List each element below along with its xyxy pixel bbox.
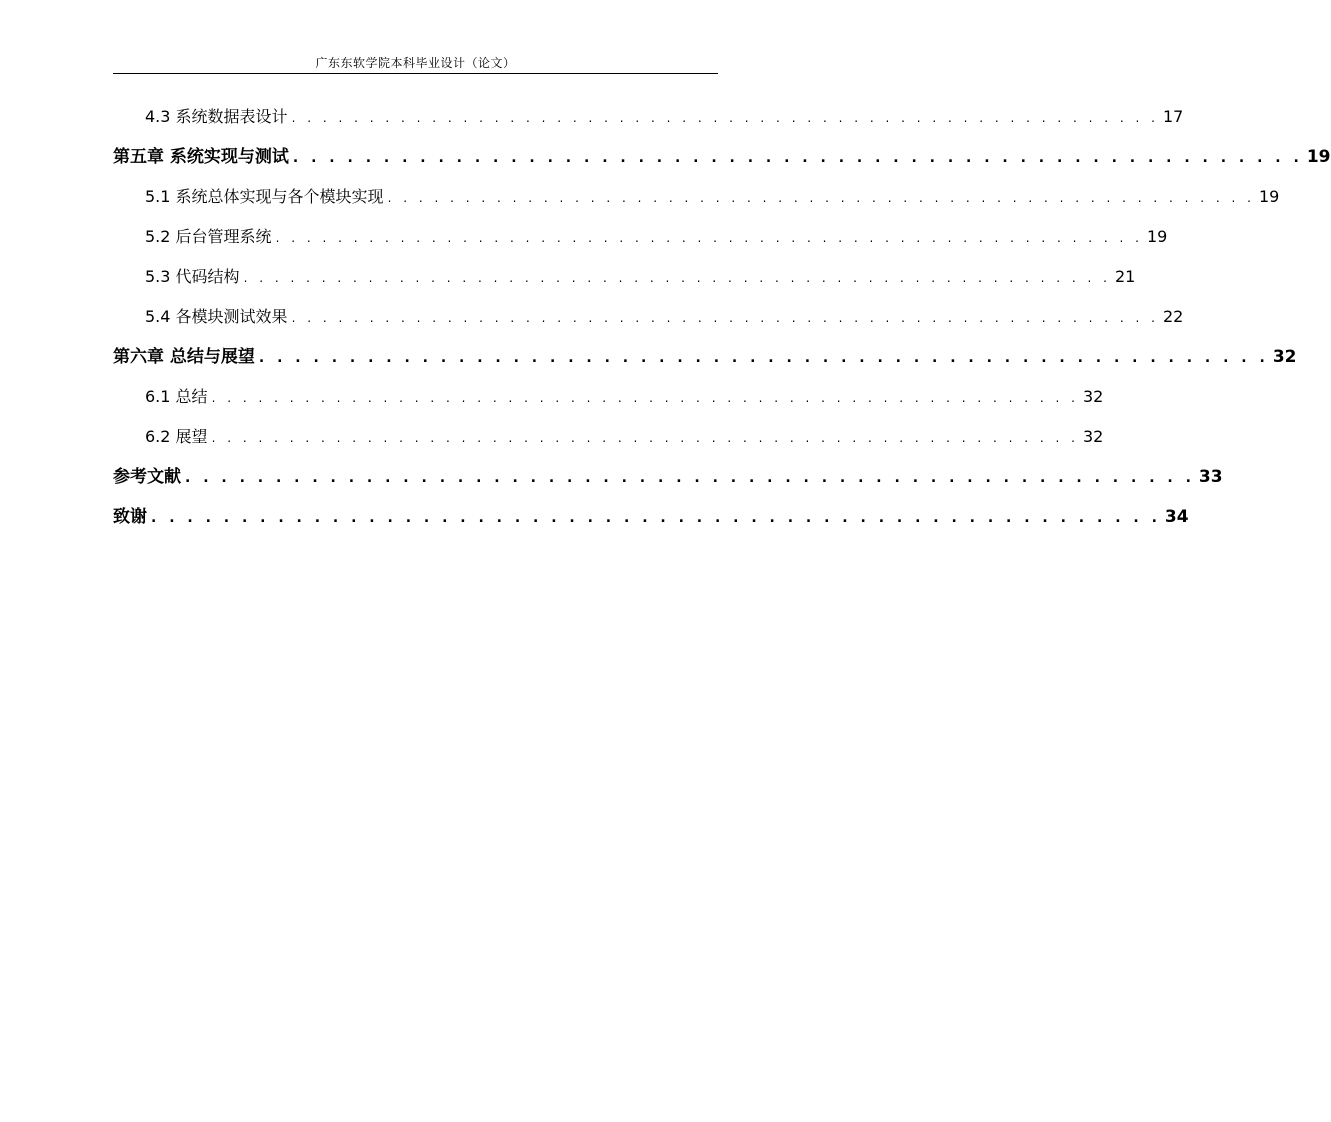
toc-leader-dots: . . . . . . . . . . . . . . . . . . . . . . . . . . . . . . . . . . . . . . . . . . . . . . . . . . . . . . . . [291, 311, 1159, 325]
toc-entry-page: 32 [1082, 427, 1104, 446]
toc-entry-chapter-6[interactable] [113, 344, 1297, 384]
toc-entry-page: 22 [1162, 307, 1184, 326]
toc-entry-5-3[interactable] [113, 264, 1136, 304]
toc-entry-page: 33 [1198, 467, 1223, 487]
toc-entry-number: 5.4 [145, 307, 171, 326]
toc-entry-5-2[interactable] [113, 224, 1168, 264]
toc-entry-title: 展望 [175, 427, 208, 446]
toc-entry-page: 32 [1272, 347, 1297, 367]
table-of-contents [113, 104, 1331, 544]
toc-entry-page: 34 [1164, 507, 1189, 527]
toc-entry-title: 代码结构 [175, 267, 240, 286]
toc-entry-page: 19 [1146, 227, 1168, 246]
toc-entry-title: 第六章 总结与展望 [113, 347, 255, 367]
toc-leader-dots: . . . . . . . . . . . . . . . . . . . . . . . . . . . . . . . . . . . . . . . . . . . . . . . . . . . . . . . . [387, 191, 1255, 205]
toc-leader-dots: . . . . . . . . . . . . . . . . . . . . . . . . . . . . . . . . . . . . . . . . . . . . . . . . . . . . . . . . [258, 350, 1269, 366]
toc-entry-number: 6.1 [145, 387, 171, 406]
toc-entry-chapter-5[interactable] [113, 144, 1331, 184]
toc-entry-title: 致谢 [113, 507, 147, 527]
toc-leader-dots: . . . . . . . . . . . . . . . . . . . . . . . . . . . . . . . . . . . . . . . . . . . . . . . . . . . . . . . . [292, 150, 1303, 166]
toc-entry-6-1[interactable] [113, 384, 1104, 424]
toc-entry-page: 19 [1306, 147, 1331, 167]
toc-leader-dots: . . . . . . . . . . . . . . . . . . . . . . . . . . . . . . . . . . . . . . . . . . . . . . . . . . . . . . . . [243, 271, 1111, 285]
toc-entry-page: 19 [1258, 187, 1280, 206]
toc-entry-title: 各模块测试效果 [175, 307, 288, 326]
toc-entry-page: 17 [1162, 107, 1184, 126]
toc-leader-dots: . . . . . . . . . . . . . . . . . . . . . . . . . . . . . . . . . . . . . . . . . . . . . . . . . . . . . . . . [211, 431, 1079, 445]
toc-entry-page: 32 [1082, 387, 1104, 406]
toc-entry-4-3[interactable] [113, 104, 1184, 144]
toc-entry-references[interactable] [113, 464, 1223, 504]
toc-entry-number: 6.2 [145, 427, 171, 446]
toc-leader-dots: . . . . . . . . . . . . . . . . . . . . . . . . . . . . . . . . . . . . . . . . . . . . . . . . . . . . . . . . [151, 510, 1161, 526]
toc-entry-acknowledgements[interactable] [113, 504, 1189, 544]
toc-leader-dots: . . . . . . . . . . . . . . . . . . . . . . . . . . . . . . . . . . . . . . . . . . . . . . . . . . . . . . . . [185, 470, 1195, 486]
header-divider [113, 73, 718, 74]
toc-leader-dots: . . . . . . . . . . . . . . . . . . . . . . . . . . . . . . . . . . . . . . . . . . . . . . . . . . . . . . . . [211, 391, 1079, 405]
toc-entry-title: 系统数据表设计 [175, 107, 288, 126]
toc-entry-title: 后台管理系统 [175, 227, 272, 246]
toc-entry-number: 4.3 [145, 107, 171, 126]
toc-leader-dots: . . . . . . . . . . . . . . . . . . . . . . . . . . . . . . . . . . . . . . . . . . . . . . . . . . . . . . . . [275, 231, 1143, 245]
toc-entry-title: 系统总体实现与各个模块实现 [175, 187, 384, 206]
toc-entry-title: 总结 [175, 387, 208, 406]
toc-entry-title: 第五章 系统实现与测试 [113, 147, 289, 167]
toc-entry-title: 参考文献 [113, 467, 181, 487]
toc-entry-5-1[interactable] [113, 184, 1280, 224]
toc-leader-dots: . . . . . . . . . . . . . . . . . . . . . . . . . . . . . . . . . . . . . . . . . . . . . . . . . . . . . . . . [291, 111, 1159, 125]
toc-entry-number: 5.2 [145, 227, 171, 246]
page-header: 广东东软学院本科毕业设计（论文） [315, 56, 516, 70]
toc-entry-number: 5.1 [145, 187, 171, 206]
toc-entry-6-2[interactable] [113, 424, 1104, 464]
toc-entry-5-4[interactable] [113, 304, 1184, 344]
toc-entry-page: 21 [1114, 267, 1136, 286]
toc-entry-number: 5.3 [145, 267, 171, 286]
